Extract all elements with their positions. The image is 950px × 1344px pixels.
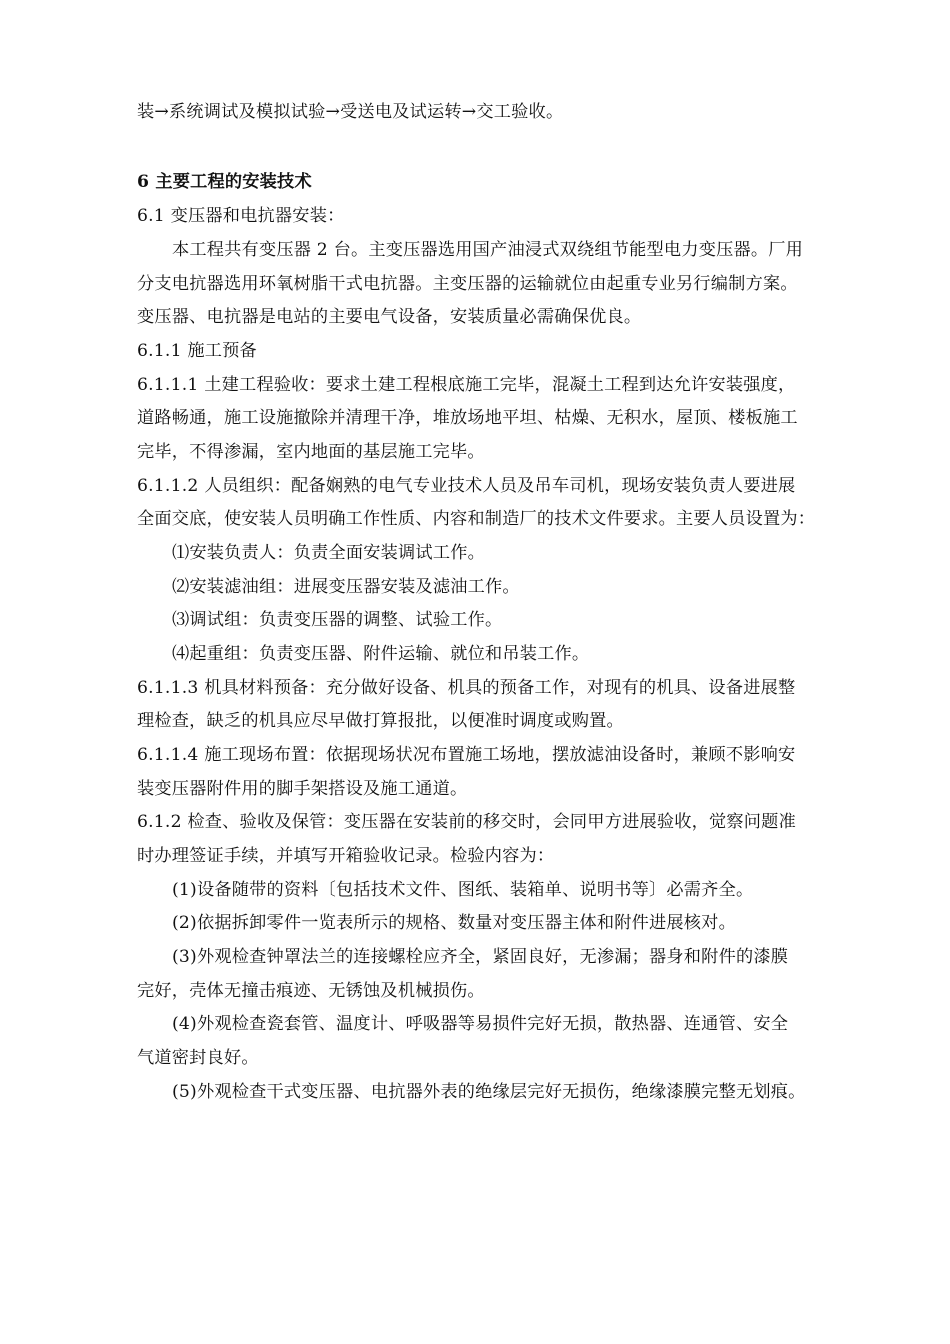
paragraph-line: 完毕，不得渗漏，室内地面的基层施工完毕。 xyxy=(137,442,485,462)
list-item: (4)外观检查瓷套管、温度计、呼吸器等易损件完好无损，散热器、连通管、安全 xyxy=(172,1014,789,1034)
paragraph-line: 全面交底，使安装人员明确工作性质、内容和制造厂的技术文件要求。主要人员设置为： xyxy=(137,509,816,529)
subsection-heading: 6.1.1 施工预备 xyxy=(137,341,257,361)
paragraph-line: 理检查，缺乏的机具应尽早做打算报批，以便准时调度或购置。 xyxy=(137,711,624,731)
paragraph-line: 6.1.1.1 土建工程验收：要求土建工程根底施工完毕，混凝土工程到达允许安装强度， xyxy=(137,375,796,395)
section-heading: 6 主要工程的安装技术 xyxy=(137,172,312,192)
list-item: ⑴安装负责人：负责全面安装调试工作。 xyxy=(172,543,485,563)
list-item: ⑶调试组：负责变压器的调整、试验工作。 xyxy=(172,610,503,630)
paragraph-line: 道路畅通，施工设施撤除并清理干净，堆放场地平坦、枯燥、无积水，屋顶、楼板施工 xyxy=(137,408,798,428)
list-item: ⑵安装滤油组：进展变压器安装及滤油工作。 xyxy=(172,577,520,597)
paragraph-line: 6.1.1.3 机具材料预备：充分做好设备、机具的预备工作，对现有的机具、设备进展整 xyxy=(137,678,796,698)
subsection-heading: 6.1 变压器和电抗器安装： xyxy=(137,206,345,226)
list-item-continuation: 气道密封良好。 xyxy=(137,1048,259,1068)
paragraph-line: 6.1.2 检查、验收及保管：变压器在安装前的移交时，会同甲方进展验收，觉察问题准 xyxy=(137,812,796,832)
list-item-continuation: 完好，壳体无撞击痕迹、无锈蚀及机械损伤。 xyxy=(137,981,485,1001)
paragraph-line: 分支电抗器选用环氧树脂干式电抗器。主变压器的运输就位由起重专业另行编制方案。 xyxy=(137,274,798,294)
paragraph-line: 6.1.1.2 人员组织：配备娴熟的电气专业技术人员及吊车司机，现场安装负责人要进展 xyxy=(137,476,796,496)
text-line: 装→系统调试及模拟试验→受送电及试运转→交工验收。 xyxy=(137,102,564,122)
paragraph-line: 时办理签证手续，并填写开箱验收记录。检验内容为： xyxy=(137,846,555,866)
list-item: ⑷起重组：负责变压器、附件运输、就位和吊装工作。 xyxy=(172,644,590,664)
paragraph-line: 本工程共有变压器 2 台。主变压器选用国产油浸式双绕组节能型电力变压器。厂用 xyxy=(172,240,804,260)
paragraph-line: 变压器、电抗器是电站的主要电气设备，安装质量必需确保优良。 xyxy=(137,307,642,327)
list-item: (2)依据拆卸零件一览表所示的规格、数量对变压器主体和附件进展核对。 xyxy=(172,913,736,933)
paragraph-line: 装变压器附件用的脚手架搭设及施工通道。 xyxy=(137,779,468,799)
list-item: (5)外观检查干式变压器、电抗器外表的绝缘层完好无损伤，绝缘漆膜完整无划痕。 xyxy=(172,1082,806,1102)
list-item: (3)外观检查钟罩法兰的连接螺栓应齐全，紧固良好，无渗漏；器身和附件的漆膜 xyxy=(172,947,789,967)
paragraph-line: 6.1.1.4 施工现场布置：依据现场状况布置施工场地，摆放滤油设备时，兼顾不影响安 xyxy=(137,745,796,765)
list-item: (1)设备随带的资料〔包括技术文件、图纸、装箱单、说明书等〕必需齐全。 xyxy=(172,880,754,900)
